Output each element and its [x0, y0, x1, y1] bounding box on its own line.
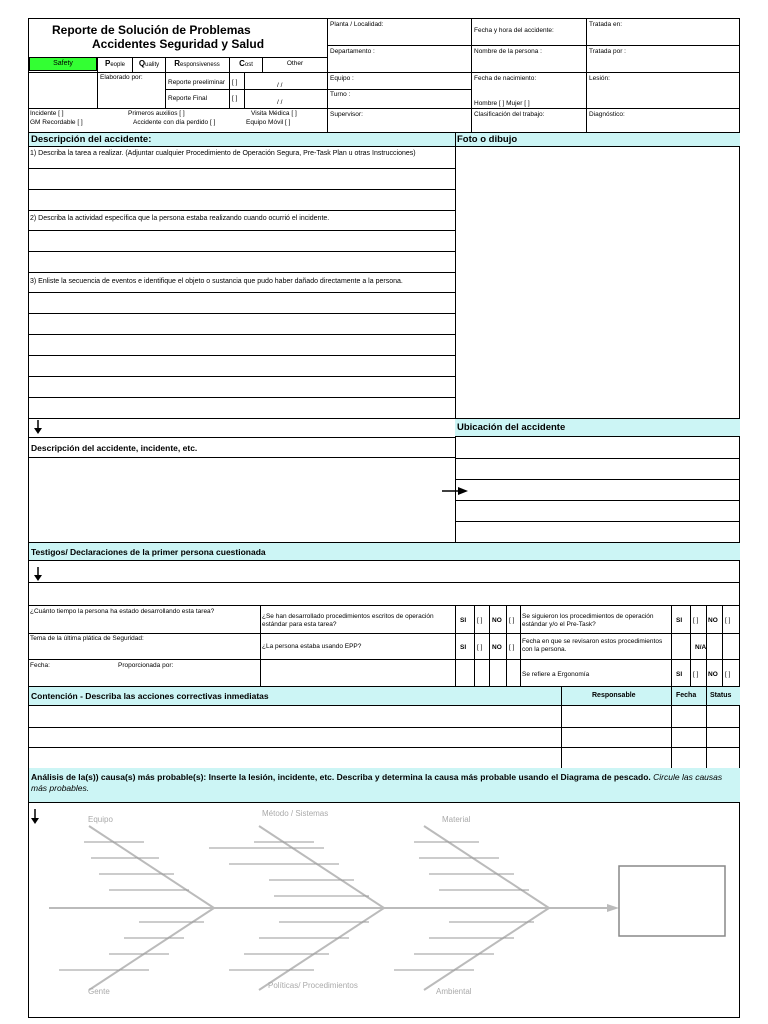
supervisor-field[interactable]: Supervisor: — [330, 111, 363, 118]
incidente-checkbox[interactable]: Incidente [ ] — [30, 110, 64, 117]
ubicacion-heading: Ubicación del accidente — [457, 422, 566, 433]
category-quality[interactable]: Quality — [138, 59, 160, 68]
siguieron-si: SI — [676, 617, 683, 624]
siguieron-si-checkbox[interactable]: [ ] — [693, 617, 699, 624]
arrow-down-icon — [33, 567, 43, 581]
fishbone-label-ambiental: Ambiental — [436, 987, 472, 996]
epp-si: SI — [460, 644, 467, 651]
equipo-movil-checkbox[interactable]: Equipo Móvil [ ] — [246, 119, 291, 126]
category-other[interactable]: Other — [286, 60, 304, 67]
dia-perdido-checkbox[interactable]: Accidente con día perdido [ ] — [133, 119, 216, 126]
fishbone-label-metodo: Método / Sistemas — [262, 809, 329, 818]
fishbone-label-equipo: Equipo — [88, 815, 113, 824]
arrow-down-icon — [33, 420, 43, 434]
fecha-nacimiento-field[interactable]: Fecha de nacimiento: — [474, 75, 537, 82]
procedimientos-no-checkbox[interactable]: [ ] — [509, 617, 515, 624]
procedimientos-si-checkbox[interactable]: [ ] — [477, 617, 483, 624]
testigos-heading: Testigos/ Declaraciones de la primer persona cuestionada — [31, 547, 266, 557]
planta-field[interactable]: Planta / Localidad: — [330, 21, 384, 28]
form-title-1: Reporte de Solución de Problemas — [52, 23, 251, 37]
ergonomia-question: Se refiere a Ergonomía — [522, 671, 590, 678]
reporte-preliminar-label: Reporte preeliminar — [168, 79, 226, 86]
primeros-auxilios-checkbox[interactable]: Primeros auxilios [ ] — [128, 110, 185, 117]
analisis-heading: Análisis de la(s)) causa(s) más probable(s): Inserte la lesión, incidente, etc. Describa y determina la causa más probable usando el Diagrama de pescado. Circule las causas más probables. — [31, 772, 723, 793]
ergonomia-si: SI — [676, 671, 683, 678]
tratada-por-field[interactable]: Tratada por : — [589, 48, 626, 55]
category-safety-label: Safety — [53, 60, 73, 67]
question-1: 1) Describa la tarea a realizar. (Adjuntar cualquier Procedimiento de Operación Segura, Pre-Task Plan u otras Instrucciones) — [30, 150, 416, 157]
reporte-final-label: Reporte Final — [168, 95, 208, 102]
fecha-header: Fecha — [676, 692, 697, 699]
fishbone-label-gente: Gente — [88, 987, 110, 996]
question-3: 3) Enliste la secuencia de eventos e identifique el objeto o sustancia que pudo haber dañado directamente a la persona. — [30, 278, 403, 285]
epp-no: NO — [492, 644, 502, 651]
siguieron-no-checkbox[interactable]: [ ] — [725, 617, 731, 624]
epp-question: ¿La persona estaba usando EPP? — [262, 643, 362, 650]
departamento-field[interactable]: Departamento : — [330, 48, 375, 55]
form-title-2: Accidentes Seguridad y Salud — [92, 37, 265, 51]
reporte-preliminar-date[interactable]: / / — [277, 82, 283, 89]
category-responsiveness[interactable]: Responsiveness — [174, 59, 220, 68]
clasificacion-field[interactable]: Clasificación del trabajo: — [474, 111, 545, 118]
fishbone-label-material: Material — [442, 815, 471, 824]
gm-recordable-checkbox[interactable]: GM Recordable [ ] — [30, 119, 83, 126]
revisaron-question: Fecha en que se revisaron estos procedimientos con la persona. — [522, 638, 663, 653]
tema-question: Tema de la última plática de Seguridad: — [30, 635, 144, 642]
equipo-field[interactable]: Equipo : — [330, 75, 354, 82]
tiempo-question: ¿Cuánto tiempo la persona ha estado desarrollando esta tarea? — [30, 608, 215, 615]
revisaron-na: N/A — [695, 644, 707, 651]
contencion-heading: Contención - Describa las acciones correctivas inmediatas — [31, 691, 269, 701]
descripcion-heading: Descripción del accidente: — [31, 134, 152, 145]
ergonomia-si-checkbox[interactable]: [ ] — [693, 671, 699, 678]
diagnostico-field[interactable]: Diagnóstico: — [589, 111, 625, 118]
question-2: 2) Describa la actividad específica que la persona estaba realizando cuando ocurrió el incidente. — [30, 215, 330, 222]
descripcion-incidente-heading: Descripción del accidente, incidente, etc. — [31, 443, 198, 453]
tratada-en-field[interactable]: Tratada en: — [589, 21, 623, 28]
visita-medica-checkbox[interactable]: Visita Médica [ ] — [251, 110, 297, 117]
sexo-checkbox[interactable]: Hombre [ ] Mujer [ ] — [474, 100, 530, 107]
fecha-label: Fecha: — [30, 662, 50, 669]
reporte-final-date[interactable]: / / — [277, 99, 283, 106]
foto-heading: Foto o dibujo — [457, 134, 518, 145]
fecha-hora-field[interactable]: Fecha y hora del accidente: — [474, 27, 554, 34]
category-cost[interactable]: Cost — [239, 59, 253, 68]
ergonomia-no-checkbox[interactable]: [ ] — [725, 671, 731, 678]
fishbone-label-politicas: Políticas/ Procedimientos — [268, 981, 358, 990]
proporcionada-label: Proporcionada por: — [118, 662, 174, 669]
reporte-final-checkbox[interactable]: [ ] — [232, 95, 238, 102]
nombre-field[interactable]: Nombre de la persona : — [474, 48, 542, 55]
elaborado-por-label: Elaborado por: — [100, 74, 143, 81]
responsable-header: Responsable — [592, 692, 636, 699]
fishbone-diagram — [29, 804, 740, 1018]
procedimientos-question: ¿Se han desarrollado procedimientos escritos de operación estándar para esta tarea? — [262, 613, 434, 628]
status-header: Status — [710, 692, 732, 699]
epp-si-checkbox[interactable]: [ ] — [477, 644, 483, 651]
arrow-right-icon — [442, 486, 468, 496]
siguieron-question: Se siguieron los procedimientos de operación estándar y/o el Pre-Task? — [522, 613, 654, 628]
reporte-preliminar-checkbox[interactable]: [ ] — [232, 79, 238, 86]
epp-no-checkbox[interactable]: [ ] — [509, 644, 515, 651]
procedimientos-si: SI — [460, 617, 467, 624]
lesion-field[interactable]: Lesión: — [589, 75, 610, 82]
turno-field[interactable]: Turno : — [330, 91, 351, 98]
procedimientos-no: NO — [492, 617, 502, 624]
category-people[interactable]: People — [104, 59, 126, 68]
ergonomia-no: NO — [708, 671, 718, 678]
siguieron-no: NO — [708, 617, 718, 624]
